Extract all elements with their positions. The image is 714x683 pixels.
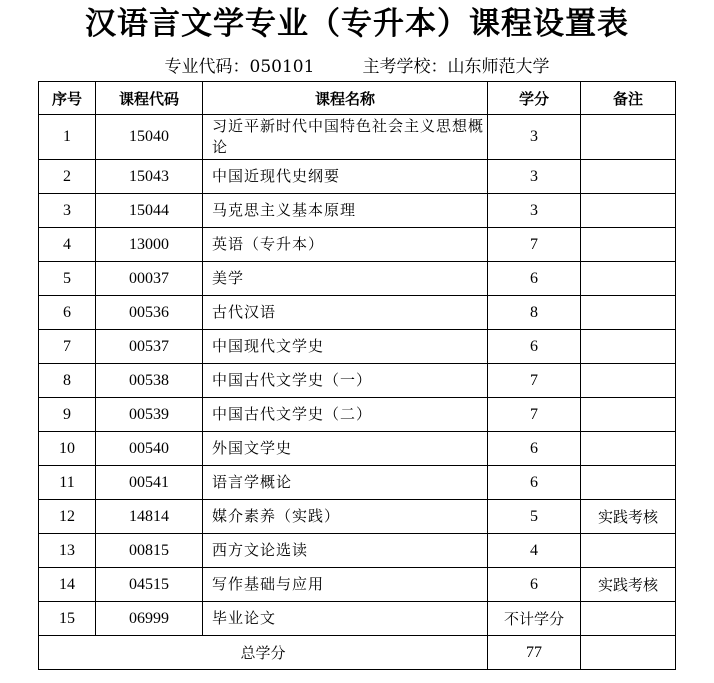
row-name: 语言学概论 <box>203 466 488 500</box>
row-code: 13000 <box>96 228 203 262</box>
row-index: 11 <box>39 466 96 500</box>
row-code: 00540 <box>96 432 203 466</box>
row-credit: 3 <box>488 115 581 160</box>
row-name: 美学 <box>203 262 488 296</box>
table-row <box>39 296 676 330</box>
table-row <box>39 364 676 398</box>
row-credit: 7 <box>488 398 581 432</box>
row-index: 7 <box>39 330 96 364</box>
table-row <box>39 115 676 160</box>
row-name: 媒介素养（实践） <box>203 500 488 534</box>
row-credit: 3 <box>488 160 581 194</box>
row-note <box>581 534 676 568</box>
total-row <box>39 636 676 670</box>
row-note <box>581 466 676 500</box>
row-index: 5 <box>39 262 96 296</box>
row-credit: 4 <box>488 534 581 568</box>
row-index: 1 <box>39 115 96 160</box>
row-note <box>581 228 676 262</box>
row-code: 00815 <box>96 534 203 568</box>
row-index: 13 <box>39 534 96 568</box>
row-code: 15043 <box>96 160 203 194</box>
row-note <box>581 296 676 330</box>
row-index: 4 <box>39 228 96 262</box>
row-index: 2 <box>39 160 96 194</box>
table-header-row <box>39 82 676 115</box>
row-credit: 不计学分 <box>488 602 581 636</box>
table-row <box>39 602 676 636</box>
row-code: 15044 <box>96 194 203 228</box>
row-credit: 3 <box>488 194 581 228</box>
row-note: 实践考核 <box>581 568 676 602</box>
row-code: 00537 <box>96 330 203 364</box>
row-code: 00538 <box>96 364 203 398</box>
row-note <box>581 432 676 466</box>
row-credit: 5 <box>488 500 581 534</box>
table-row <box>39 160 676 194</box>
row-name: 写作基础与应用 <box>203 568 488 602</box>
row-note <box>581 364 676 398</box>
row-code: 00541 <box>96 466 203 500</box>
school-label: 主考学校： <box>362 57 448 77</box>
table-row <box>39 534 676 568</box>
header-name: 课程名称 <box>203 82 488 115</box>
row-index: 3 <box>39 194 96 228</box>
major-code-label: 专业代码： <box>164 57 250 77</box>
table-row <box>39 432 676 466</box>
row-index: 10 <box>39 432 96 466</box>
table-row <box>39 466 676 500</box>
row-note <box>581 160 676 194</box>
row-index: 14 <box>39 568 96 602</box>
row-code: 06999 <box>96 602 203 636</box>
school-name: 山东师范大学 <box>447 57 550 77</box>
row-name: 毕业论文 <box>203 602 488 636</box>
row-index: 12 <box>39 500 96 534</box>
row-name: 中国近现代史纲要 <box>203 160 488 194</box>
row-note <box>581 194 676 228</box>
row-name: 中国现代文学史 <box>203 330 488 364</box>
table-row <box>39 330 676 364</box>
row-index: 6 <box>39 296 96 330</box>
row-name: 英语（专升本） <box>203 228 488 262</box>
subtitle-line <box>0 55 714 79</box>
row-name: 中国古代文学史（一） <box>203 364 488 398</box>
total-credits: 77 <box>488 636 581 670</box>
row-name: 中国古代文学史（二） <box>203 398 488 432</box>
row-credit: 6 <box>488 330 581 364</box>
major-code: 050101 <box>249 57 315 77</box>
row-index: 9 <box>39 398 96 432</box>
row-name: 外国文学史 <box>203 432 488 466</box>
header-index: 序号 <box>39 82 96 115</box>
row-credit: 6 <box>488 262 581 296</box>
row-code: 00536 <box>96 296 203 330</box>
row-note <box>581 602 676 636</box>
table-row <box>39 262 676 296</box>
row-credit: 6 <box>488 568 581 602</box>
row-credit: 6 <box>488 466 581 500</box>
table-row <box>39 194 676 228</box>
row-credit: 8 <box>488 296 581 330</box>
row-note <box>581 330 676 364</box>
row-note <box>581 398 676 432</box>
row-credit: 6 <box>488 432 581 466</box>
header-note: 备注 <box>581 82 676 115</box>
row-name: 古代汉语 <box>203 296 488 330</box>
table-row <box>39 500 676 534</box>
total-label: 总学分 <box>39 636 488 670</box>
row-code: 00037 <box>96 262 203 296</box>
row-index: 15 <box>39 602 96 636</box>
row-credit: 7 <box>488 228 581 262</box>
row-code: 15040 <box>96 115 203 160</box>
course-table <box>38 81 676 670</box>
row-name: 西方文论选读 <box>203 534 488 568</box>
table-row <box>39 228 676 262</box>
row-credit: 7 <box>488 364 581 398</box>
header-credit: 学分 <box>488 82 581 115</box>
row-code: 14814 <box>96 500 203 534</box>
page-title: 汉语言文学专业（专升本）课程设置表 <box>85 6 629 42</box>
row-code: 04515 <box>96 568 203 602</box>
row-note <box>581 262 676 296</box>
row-name: 马克思主义基本原理 <box>203 194 488 228</box>
row-name: 习近平新时代中国特色社会主义思想概论 <box>203 115 488 160</box>
row-code: 00539 <box>96 398 203 432</box>
row-note <box>581 115 676 160</box>
total-note <box>581 636 676 670</box>
table-row <box>39 568 676 602</box>
table-row <box>39 398 676 432</box>
row-index: 8 <box>39 364 96 398</box>
row-note: 实践考核 <box>581 500 676 534</box>
header-code: 课程代码 <box>96 82 203 115</box>
